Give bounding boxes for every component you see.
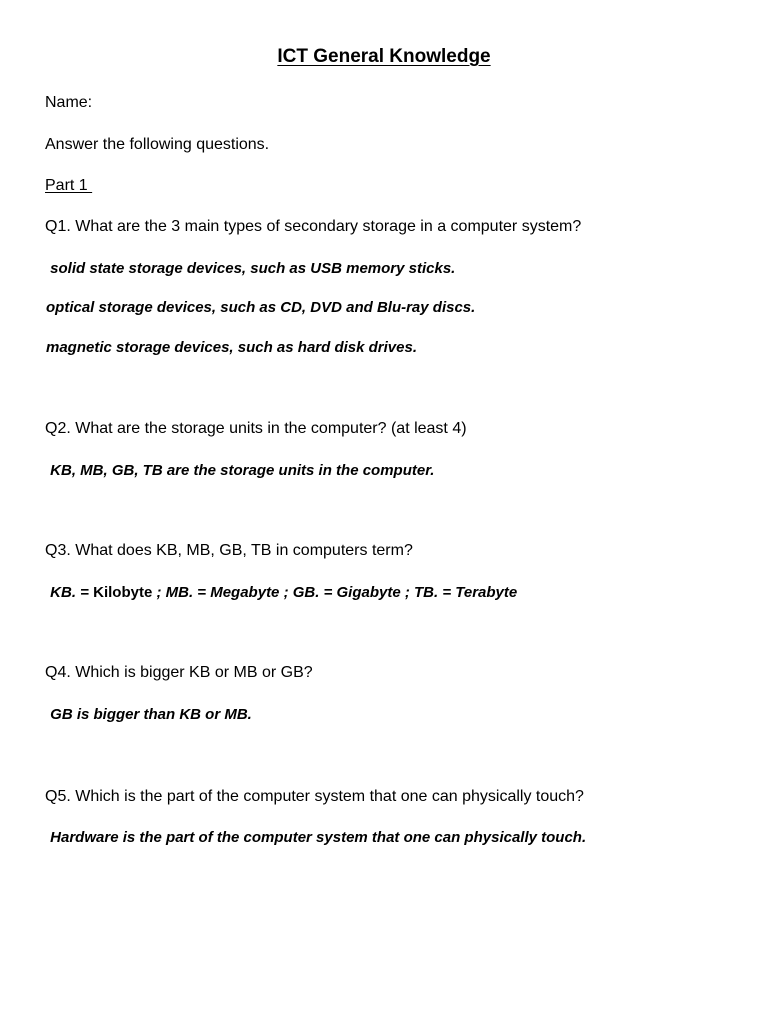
answer-2: KB, MB, GB, TB are the storage units in the computer. (46, 462, 435, 479)
answer-4: GB is bigger than KB or MB. (46, 706, 252, 723)
question-3: Q3. What does KB, MB, GB, TB in computers term? (45, 542, 413, 559)
page-title: ICT General Knowledge (277, 46, 491, 67)
answer-3-kilobyte: Kilobyte (93, 584, 153, 601)
part-heading: Part 1 (45, 177, 93, 194)
name-label: Name: (45, 94, 93, 111)
question-2: Q2. What are the storage units in the computer? (at least 4) (45, 420, 467, 437)
answer-3-lead: KB. = (46, 584, 94, 601)
question-1: Q1. What are the 3 main types of secondary storage in a computer system? (45, 218, 582, 235)
instruction-text: Answer the following questions. (45, 136, 270, 153)
question-4: Q4. Which is bigger KB or MB or GB? (45, 664, 313, 681)
answer-3 (46, 584, 517, 601)
answer-1-line-1: solid state storage devices, such as USB memory sticks. (46, 260, 456, 277)
answer-5: Hardware is the part of the computer system that one can physically touch. (46, 829, 587, 846)
question-5: Q5. Which is the part of the computer system that one can physically touch? (45, 788, 584, 805)
answer-1-line-2: optical storage devices, such as CD, DVD and Blu-ray discs. (46, 299, 476, 316)
answer-3-rest: ; MB. = Megabyte ; GB. = Gigabyte ; TB. = Terabyte (152, 584, 518, 601)
answer-1-line-3: magnetic storage devices, such as hard disk drives. (46, 339, 417, 356)
